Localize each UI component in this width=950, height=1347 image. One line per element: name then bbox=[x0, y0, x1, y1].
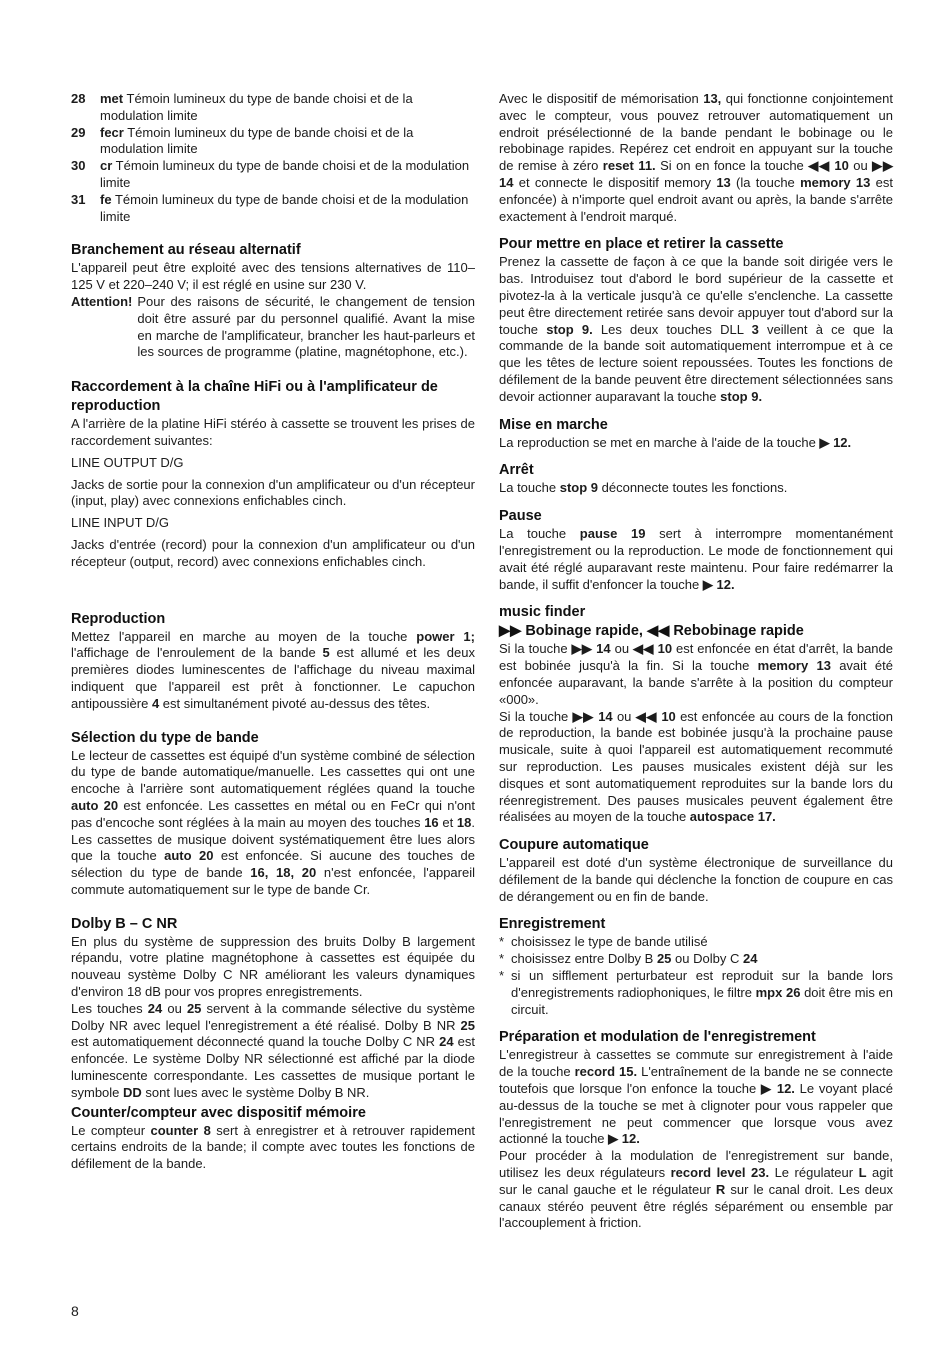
paragraph: Avec le dispositif de mémorisation 13, qui fonctionne conjointement avec le compteur, vous pouvez retrouver automatiquement un endroit présélectionné de la bande pendant le bobinage ou le rebobinage rapides. Repérez cet endroit en appuyant sur la touche de remise à zéro reset 11. Si on en fonce la touche ◀◀ 10 ou ▶▶ 14 et connecte le dispositif memory 13 (la touche memory 13 est enfoncée) à n'importe quel endroit avant ou après, la bande s'arrête exactement à l'endroit marqué. bbox=[499, 91, 894, 224]
paragraph: Le lecteur de cassettes est équipé d'un système combiné de sélection du type de bande automatique/manuelle. Les cassettes qui ont une encoche à l'arrière sont automatiquement réglées quand la touche auto 20 est enfoncée. Les cassettes en métal ou en FeCr qui n'ont pas d'encoche sont réglées à la main au moyen des touches 16 et 18. Les cassettes de musique doivent systématiquement être lues alors que la touche auto 20 est enfoncée. Si aucune des touches de sélection du type de bande 16, 18, 20 n'est enfoncée, l'appareil commute automatiquement sur le type de bande Cr. bbox=[71, 747, 475, 897]
section-heading: Raccordement à la chaîne HiFi ou à l'amplificateur de reproduction bbox=[71, 379, 438, 415]
section-coupure bbox=[499, 836, 893, 905]
paragraph: L'enregistreur à cassettes se commute sur enregistrement à l'aide de la touche record 15. L'entraînement de la bande ne se connecte toutefois que lorsque l'on enfonce la touche ▶ 12. Le voyant placé au-dessus de la touche se met à clignoter pour vous rappeler que l'enregistrement ne peut commencer que lorsque vous avez actionné la touche ▶ 12. bbox=[499, 1047, 894, 1147]
item-number: 30 bbox=[71, 158, 86, 174]
connector-label: LINE OUTPUT D/G bbox=[71, 454, 184, 470]
paragraph: Si la touche ▶▶ 14 ou ◀◀ 10 est enfoncée en état d'arrêt, la bande est bobinée jusqu'à la fin. Si la touche memory 13 avait été enfoncée auparavant, la bande s'arrête à la position du compteur «000». bbox=[499, 641, 893, 707]
item-key: fe bbox=[100, 191, 112, 207]
section-enregistrement bbox=[499, 915, 893, 1018]
paragraph: A l'arrière de la platine HiFi stéréo à cassette se trouvent les prises de raccordement suivantes: bbox=[71, 416, 475, 448]
list-item bbox=[71, 125, 475, 159]
paragraph: L'appareil peut être exploité avec des tensions alternatives de 110–125 V et 220–240 V; il est réglé en usine sur 230 V. bbox=[71, 260, 475, 293]
section-pause bbox=[499, 507, 893, 593]
left-column bbox=[71, 91, 475, 1173]
section-raccordement bbox=[71, 378, 475, 570]
section-heading: Branchement au réseau alternatif bbox=[71, 242, 301, 259]
section-heading: Pour mettre en place et retirer la cassette bbox=[499, 236, 784, 253]
section-heading: Arrêt bbox=[499, 462, 534, 479]
section-memory bbox=[499, 91, 893, 225]
section-arret bbox=[499, 461, 893, 497]
section-branchement bbox=[71, 241, 475, 361]
item-key: fecr bbox=[100, 124, 124, 140]
right-column bbox=[499, 91, 893, 1232]
paragraph: La reproduction se met en marche à l'aide de la touche ▶ 12. bbox=[499, 434, 852, 450]
item-description: Témoin lumineux du type de bande choisi et de la modulation limite bbox=[100, 158, 470, 190]
paragraph: La touche stop 9 déconnecte toutes les fonctions. bbox=[499, 480, 788, 496]
list-item bbox=[71, 192, 475, 226]
section-heading: Counter/compteur avec dispositif mémoire bbox=[71, 1104, 366, 1121]
list-item bbox=[71, 158, 475, 192]
paragraph: Mettez l'appareil en marche au moyen de la touche power 1; l'affichage de l'enroulement de la bande 5 est allumé et les deux premières diodes luminescentes de l'affichage du niveau maximal indiquent que l'appareil est prêt à fonctionner. Le capuchon antipoussière 4 est simultanément pivoté au-dessus des têtes. bbox=[71, 628, 475, 711]
paragraph: Pour procéder à la modulation de l'enregistrement sur bande, utilisez les deux régulateurs record level 23. Le régulateur L agit sur le canal gauche et le régulateur R sur le canal droit. Les deux canaux stéréo peuvent être réglés séparément ou ensemble par l'accouplement à friction. bbox=[499, 1148, 894, 1231]
section-heading: Coupure automatique bbox=[499, 837, 649, 854]
list-item bbox=[71, 91, 475, 125]
attention-label: Attention! bbox=[71, 293, 133, 309]
section-cassette bbox=[499, 235, 893, 405]
section-music-finder bbox=[499, 603, 893, 826]
section-heading: Dolby B – C NR bbox=[71, 915, 178, 932]
section-heading: Préparation et modulation de l'enregistrement bbox=[499, 1029, 816, 1046]
item-text bbox=[100, 158, 475, 192]
bullet-text: choisissez le type de bande utilisé bbox=[511, 934, 708, 950]
item-description: Témoin lumineux du type de bande choisi et de la modulation limite bbox=[100, 191, 469, 224]
list-item bbox=[499, 968, 893, 1018]
section-heading: Enregistrement bbox=[499, 916, 606, 933]
section-preparation bbox=[499, 1028, 893, 1232]
section-heading: Reproduction bbox=[71, 610, 166, 627]
paragraph: Si la touche ▶▶ 14 ou ◀◀ 10 est enfoncée au cours de la fonction de reproduction, la bande est bobinée jusqu'à la prochaine pause musicale, suite à quoi l'appareil est automatiquement recommuté sur reproduction. Les pauses musicales existent déjà sur les disques et sont automatiquement reproduites sur la bande lors du réenregistrement. Des pauses musicales peuvent également être réalisées au moyen de la touche autospace 17. bbox=[499, 708, 893, 825]
list-item bbox=[499, 951, 893, 968]
attention-note bbox=[71, 294, 475, 361]
bullet-text: choisissez entre Dolby B 25 ou Dolby C 24 bbox=[511, 951, 758, 967]
indicator-list bbox=[71, 91, 475, 225]
section-subheading: ▶▶ Bobinage rapide, ◀◀ Rebobinage rapide bbox=[499, 623, 804, 640]
paragraph: En plus du système de suppression des bruits Dolby B largement répandu, votre platine magnétophone à cassettes est équipée du nouveau système Dolby C NR améliorant les valeurs dynamiques d'environ 18 dB pour vos propres enregistrements. bbox=[71, 933, 475, 1000]
section-selection bbox=[71, 729, 475, 899]
bullet-mark: * bbox=[499, 968, 505, 984]
page-number: 8 bbox=[71, 1303, 79, 1319]
item-number: 28 bbox=[71, 91, 86, 106]
paragraph: Le compteur counter 8 sert à enregistrer et à retrouver rapidement certains endroits de la bande; il compte avec toutes les fonctions de défilement de la bande. bbox=[71, 1122, 476, 1172]
paragraph: L'appareil est doté d'un système électronique de surveillance du défilement de la bande qui déclenche la fonction de coupure en cas de dérangement ou en fin de bande. bbox=[499, 855, 893, 904]
item-text bbox=[100, 192, 475, 226]
section-mise-en-marche bbox=[499, 416, 893, 452]
item-key: met bbox=[100, 91, 124, 106]
item-number: 31 bbox=[71, 191, 86, 207]
item-number: 29 bbox=[71, 124, 86, 140]
item-text bbox=[100, 91, 475, 125]
item-text bbox=[100, 125, 475, 159]
item-description: Témoin lumineux du type de bande choisi et de la modulation limite bbox=[100, 124, 414, 157]
bullet-mark: * bbox=[499, 934, 505, 950]
paragraph: Jacks d'entrée (record) pour la connexion d'un amplificateur ou d'un récepteur (output, record) avec connexions enfichables cinch. bbox=[71, 536, 475, 569]
dolby-symbol: DD bbox=[123, 1084, 142, 1100]
paragraph: Les touches 24 ou 25 servent à la commande sélective du système Dolby NR avec lequel l'enregistrement a été réalisé. Dolby B NR 25 est automatiquement déconnecté quand la touche Dolby C NR 24 est enfoncée. Le système Dolby NR sélectionné est affiché par la diode luminescente correspondante. Les cassettes de musique portant le symbole DD sont lues avec le système Dolby B NR. bbox=[71, 1000, 476, 1100]
attention-text: Pour des raisons de sécurité, le changement de tension doit être assuré par du personnel qualifié. Avant la mise en marche de l'amplificateur, brancher les haut-parleurs et les sources de programme (platine, magnétophone, etc.). bbox=[137, 293, 475, 360]
paragraph: Jacks de sortie pour la connexion d'un amplificateur ou d'un récepteur (input, play) avec connexions enfichables cinch. bbox=[71, 476, 475, 509]
list-item bbox=[499, 934, 893, 951]
section-heading: Mise en marche bbox=[499, 416, 608, 433]
section-dolby bbox=[71, 915, 475, 1102]
item-description: Témoin lumineux du type de bande choisi et de la modulation limite bbox=[100, 91, 413, 123]
section-heading: Pause bbox=[499, 508, 542, 525]
section-counter bbox=[71, 1104, 475, 1173]
connector-label: LINE INPUT D/G bbox=[71, 515, 170, 531]
paragraph: La touche pause 19 sert à interrompre momentanément l'enregistrement ou la reproduction. Le mode de fonctionnement qui avait été réglé auparavant reste maintenu. Pour faire redémarrer la bande, il suffit d'enfoncer la touche ▶ 12. bbox=[499, 526, 893, 592]
section-reproduction bbox=[71, 610, 475, 713]
bullet-text: si un sifflement perturbateur est reproduit sur la bande lors d'enregistrements radiophoniques, le filtre mpx 26 doit être mis en circuit. bbox=[511, 968, 893, 1017]
section-heading: music finder bbox=[499, 604, 586, 621]
bullet-mark: * bbox=[499, 951, 505, 967]
paragraph: Prenez la cassette de façon à ce que la bande soit dirigée vers le bas. Introduisez tout d'abord le bord supérieur de la cassette et pivotez-la à la verticale jusqu'à ce qu'elle s'enclenche. La cassette peut être directement retirée sans devoir appuyer tout d'abord sur la touche stop 9. Les deux touches DLL 3 veillent à ce que la commande de la bande soit automatiquement interrompue et à ce que les têtes de lecture soient repoussées. Toutes les fonctions de défilement de la bande peuvent être directement sélectionnées sans devoir actionner auparavant la touche stop 9. bbox=[499, 254, 894, 404]
item-key: cr bbox=[100, 158, 113, 174]
section-heading: Sélection du type de bande bbox=[71, 729, 259, 746]
